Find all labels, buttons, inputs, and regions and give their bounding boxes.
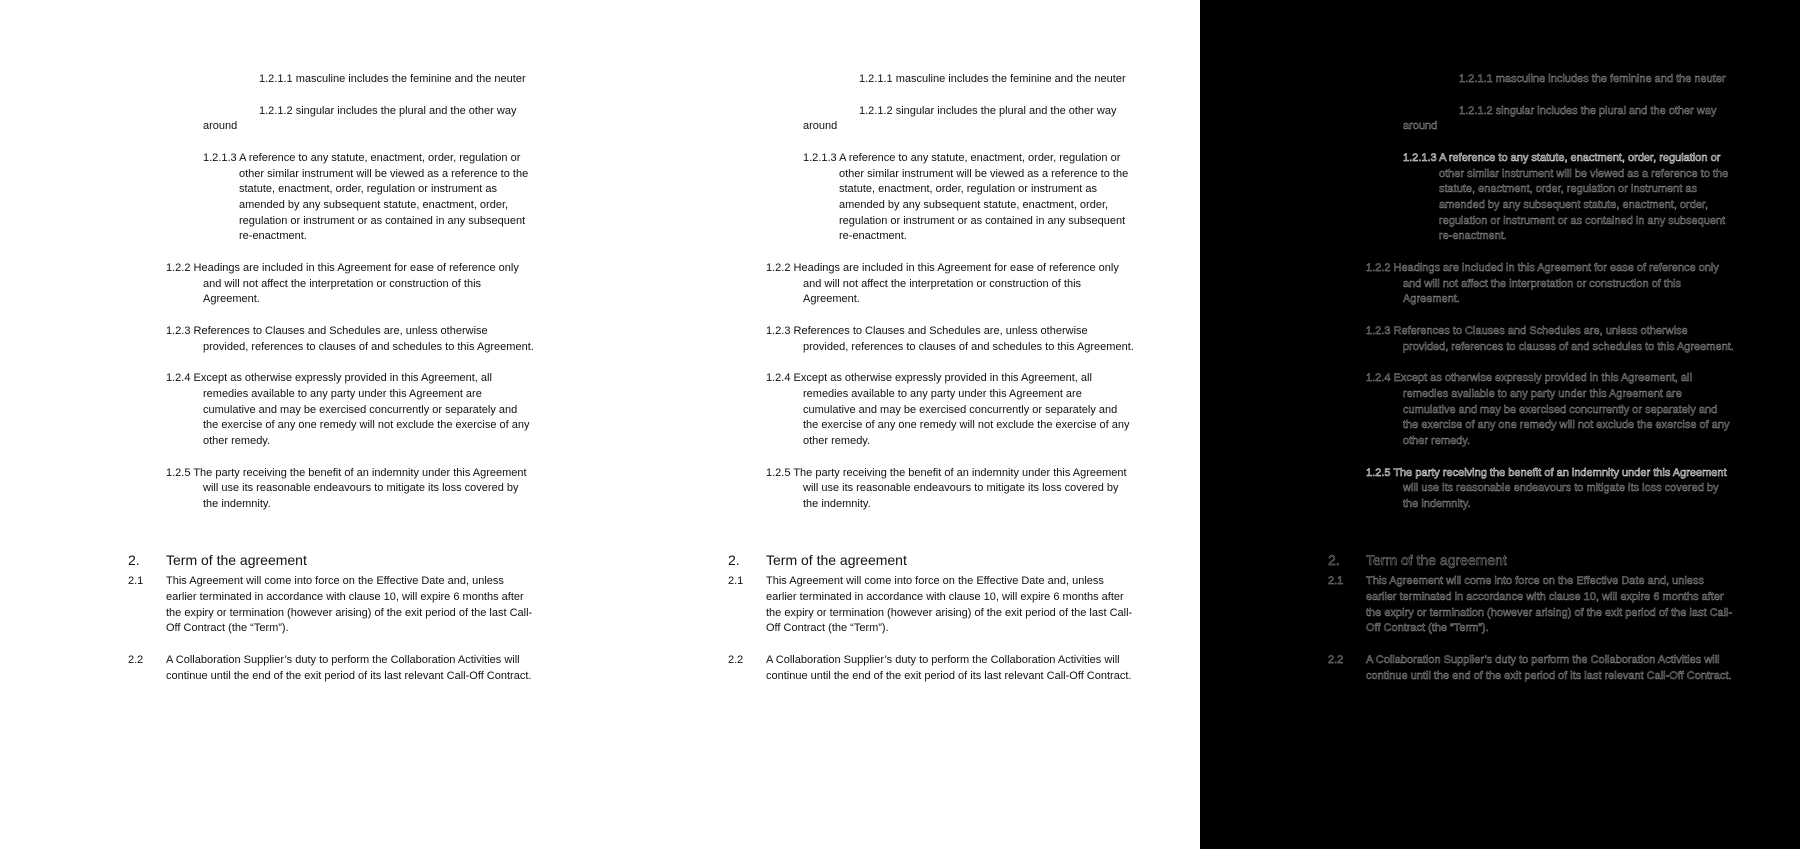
clause-1-2-1-3-line: amended by any subsequent statute, enactment, order, [1439,199,1709,211]
clause-1-2-1-3-line: statute, enactment, order, regulation or instrument as [1439,183,1698,195]
clause-2-1-line: the expiry or termination (however arising) of the exit period of the last Call- [766,607,1133,619]
clause-1-2-1-3-line: amended by any subsequent statute, enactment, order, [239,199,509,211]
clause-2-1-line: earlier terminated in accordance with clause 10, will expire 6 months after [766,591,1124,603]
clause-2-1-line: earlier terminated in accordance with clause 10, will expire 6 months after [166,591,524,603]
clause-2-1-line: This Agreement will come into force on the Effective Date and, unless [766,575,1104,587]
clause-1-2-1-1: 1.2.1.1 masculine includes the feminine and the neuter [259,73,526,85]
clause-1-2-1-3-line: other similar instrument will be viewed as a reference to the [1439,168,1729,180]
clause-1-2-5-line: 1.2.5 The party receiving the benefit of an indemnity under this Agreement [1366,467,1727,479]
clause-2-1-line: Off Contract (the “Term”). [166,622,289,634]
document-page-original [0,0,600,849]
clause-1-2-4-line: cumulative and may be exercised concurrently or separately and [1403,404,1718,416]
clause-1-2-4-line: remedies available to any party under this Agreement are [203,388,482,400]
clause-1-2-1-3-line: re-enactment. [839,230,907,242]
clause-2-1-number: 2.1 [728,575,744,587]
clause-1-2-4-line: other remedy. [203,435,271,447]
clause-1-2-1-3-line: re-enactment. [239,230,307,242]
clause-1-2-1-3-line: 1.2.1.3 A reference to any statute, enactment, order, regulation or [803,152,1121,164]
clause-1-2-2-line: and will not affect the interpretation or construction of this [1403,278,1682,290]
clause-1-2-4-line: remedies available to any party under this Agreement are [1403,388,1682,400]
clause-1-2-1-3-line: statute, enactment, order, regulation or instrument as [239,183,498,195]
document-diff-view [1200,0,1800,849]
section-2-number: 2. [128,552,140,568]
clause-2-1-line: This Agreement will come into force on the Effective Date and, unless [166,575,504,587]
clause-1-2-2-line: 1.2.2 Headings are included in this Agreement for ease of reference only [766,262,1119,274]
clause-1-2-1-2-line: around [1403,120,1438,132]
clause-2-2-line: A Collaboration Supplier’s duty to perform the Collaboration Activities will [166,654,520,666]
clause-1-2-3-line: provided, references to clauses of and schedules to this Agreement. [1403,341,1734,353]
clause-1-2-1-3-line: other similar instrument will be viewed as a reference to the [839,168,1129,180]
clause-1-2-1-3-line: statute, enactment, order, regulation or instrument as [839,183,1098,195]
clause-2-1-line: earlier terminated in accordance with clause 10, will expire 6 months after [1366,591,1724,603]
clause-1-2-2-line: Agreement. [203,293,260,305]
clause-1-2-4-line: the exercise of any one remedy will not exclude the exercise of any [803,419,1130,431]
clause-2-1-line: Off Contract (the “Term”). [1366,622,1489,634]
clause-1-2-1-3-line: amended by any subsequent statute, enactment, order, [839,199,1109,211]
section-2-number: 2. [728,552,740,568]
clause-2-1-line: the expiry or termination (however arising) of the exit period of the last Call- [1366,607,1733,619]
clause-1-2-4-line: other remedy. [1403,435,1471,447]
document-page-copy [600,0,1200,849]
clause-1-2-5-line: 1.2.5 The party receiving the benefit of an indemnity under this Agreement [166,467,527,479]
clause-1-2-4-line: 1.2.4 Except as otherwise expressly provided in this Agreement, all [766,372,1092,384]
clause-2-1-line: the expiry or termination (however arising) of the exit period of the last Call- [166,607,533,619]
clause-1-2-4-line: cumulative and may be exercised concurrently or separately and [803,404,1118,416]
clause-2-1-number: 2.1 [128,575,144,587]
section-2-title: Term of the agreement [766,552,907,568]
clause-1-2-3-line: 1.2.3 References to Clauses and Schedules are, unless otherwise [166,325,488,337]
clause-2-1-number: 2.1 [1328,575,1344,587]
clause-1-2-5-line: the indemnity. [1403,498,1471,510]
clause-1-2-2-line: and will not affect the interpretation or construction of this [203,278,482,290]
clause-1-2-1-3-line: regulation or instrument or as contained in any subsequent [1439,215,1726,227]
clause-1-2-4-line: other remedy. [803,435,871,447]
clause-1-2-5-line: will use its reasonable endeavours to mitigate its loss covered by [1403,482,1719,494]
clause-1-2-2-line: 1.2.2 Headings are included in this Agreement for ease of reference only [1366,262,1719,274]
clause-1-2-4-line: remedies available to any party under this Agreement are [803,388,1082,400]
clause-2-2-line: continue until the end of the exit period of its last relevant Call-Off Contract. [766,670,1132,682]
clause-1-2-1-3-line: 1.2.1.3 A reference to any statute, enactment, order, regulation or [203,152,521,164]
clause-1-2-2-line: Agreement. [1403,293,1460,305]
clause-1-2-5-line: the indemnity. [803,498,871,510]
clause-1-2-4-line: the exercise of any one remedy will not exclude the exercise of any [203,419,530,431]
clause-1-2-2-line: and will not affect the interpretation or construction of this [803,278,1082,290]
clause-1-2-2-line: 1.2.2 Headings are included in this Agreement for ease of reference only [166,262,519,274]
clause-1-2-5-line: will use its reasonable endeavours to mitigate its loss covered by [803,482,1119,494]
clause-1-2-4-line: 1.2.4 Except as otherwise expressly provided in this Agreement, all [1366,372,1692,384]
clause-1-2-5-line: 1.2.5 The party receiving the benefit of an indemnity under this Agreement [766,467,1127,479]
clause-1-2-1-2-line: 1.2.1.2 singular includes the plural and the other way [1459,105,1717,117]
clause-1-2-4-line: 1.2.4 Except as otherwise expressly provided in this Agreement, all [166,372,492,384]
clause-1-2-1-3-line: re-enactment. [1439,230,1507,242]
clause-1-2-1-1: 1.2.1.1 masculine includes the feminine and the neuter [1459,73,1726,85]
clause-2-2-line: continue until the end of the exit period of its last relevant Call-Off Contract. [1366,670,1732,682]
clause-1-2-1-2-line: around [803,120,838,132]
clause-2-2-line: continue until the end of the exit period of its last relevant Call-Off Contract. [166,670,532,682]
clause-1-2-4-line: the exercise of any one remedy will not exclude the exercise of any [1403,419,1730,431]
clause-1-2-1-3-line: regulation or instrument or as contained in any subsequent [239,215,526,227]
clause-2-2-line: A Collaboration Supplier’s duty to perform the Collaboration Activities will [1366,654,1720,666]
section-2-title: Term of the agreement [1366,552,1507,568]
section-2-title: Term of the agreement [166,552,307,568]
clause-1-2-3-line: provided, references to clauses of and schedules to this Agreement. [203,341,534,353]
clause-1-2-1-2-line: around [203,120,238,132]
clause-1-2-2-line: Agreement. [803,293,860,305]
clause-1-2-3-line: 1.2.3 References to Clauses and Schedules are, unless otherwise [766,325,1088,337]
clause-1-2-3-line: provided, references to clauses of and schedules to this Agreement. [803,341,1134,353]
clause-1-2-1-3-line: other similar instrument will be viewed as a reference to the [239,168,529,180]
clause-1-2-5-line: will use its reasonable endeavours to mitigate its loss covered by [203,482,519,494]
clause-1-2-1-2-line: 1.2.1.2 singular includes the plural and the other way [859,105,1117,117]
clause-1-2-5-line: the indemnity. [203,498,271,510]
clause-2-2-number: 2.2 [728,654,744,666]
clause-1-2-1-1: 1.2.1.1 masculine includes the feminine and the neuter [859,73,1126,85]
clause-1-2-1-3-line: 1.2.1.3 A reference to any statute, enactment, order, regulation or [1403,152,1721,164]
clause-2-1-line: This Agreement will come into force on the Effective Date and, unless [1366,575,1704,587]
clause-2-2-number: 2.2 [1328,654,1344,666]
clause-1-2-1-3-line: regulation or instrument or as contained in any subsequent [839,215,1126,227]
clause-2-2-number: 2.2 [128,654,144,666]
clause-2-1-line: Off Contract (the “Term”). [766,622,889,634]
section-2-number: 2. [1328,552,1340,568]
clause-1-2-3-line: 1.2.3 References to Clauses and Schedules are, unless otherwise [1366,325,1688,337]
clause-1-2-4-line: cumulative and may be exercised concurrently or separately and [203,404,518,416]
clause-2-2-line: A Collaboration Supplier’s duty to perform the Collaboration Activities will [766,654,1120,666]
clause-1-2-1-2-line: 1.2.1.2 singular includes the plural and the other way [259,105,517,117]
